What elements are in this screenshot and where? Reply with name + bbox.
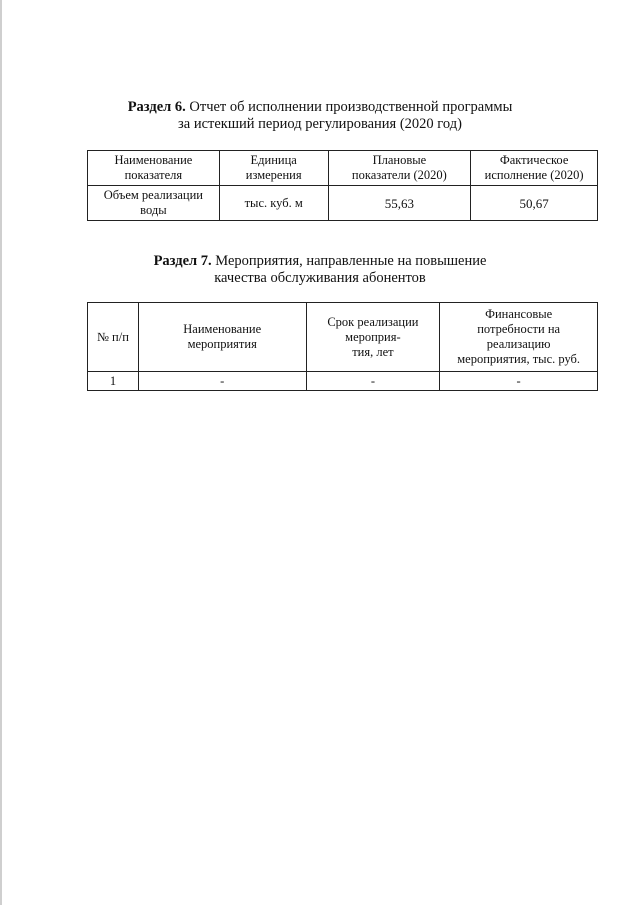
header-text: показателя: [124, 168, 183, 182]
cell-finance: -: [440, 372, 598, 391]
table-row: [88, 372, 598, 391]
header-text: Наименование: [114, 153, 193, 167]
cell-indicator-name: [88, 186, 220, 221]
header-text: потребности на: [477, 322, 561, 336]
section-7-title-rest: Мероприятия, направленные на повышение: [211, 253, 487, 269]
cell-number: 1: [88, 372, 139, 391]
header-cell-indicator-name: [88, 151, 220, 186]
header-cell-unit: [219, 151, 328, 186]
header-text: тия, лет: [352, 344, 394, 359]
header-cell-measure-name: [138, 303, 306, 372]
table-header-row: [88, 151, 598, 186]
header-text: Срок реализации: [327, 314, 419, 329]
section-6-prefix: Раздел 6.: [127, 99, 186, 115]
cell-term: -: [306, 372, 440, 391]
section-6-title: [0, 99, 640, 133]
header-text: измерения: [245, 168, 302, 182]
header-text: Плановые: [372, 153, 427, 167]
header-cell-number: [88, 303, 139, 372]
section-7-title-line1: [0, 253, 640, 270]
header-text: Фактическое: [499, 153, 569, 167]
header-text: мероприятия: [187, 337, 257, 351]
header-text: № п/п: [96, 329, 129, 344]
header-text: Наименование: [183, 322, 262, 336]
section-7-title: [0, 253, 640, 287]
cell-text: воды: [140, 203, 167, 217]
header-text: Финансовые: [485, 307, 553, 321]
measures-table: [87, 302, 598, 391]
header-text: исполнение (2020): [484, 168, 584, 182]
table-row: [88, 186, 598, 221]
section-6-title-line2: за истекший период регулирования (2020 год): [178, 116, 462, 132]
section-6-title-rest: Отчет об исполнении производственной программы: [185, 99, 513, 115]
production-report-table: [87, 150, 598, 221]
scan-edge: [0, 0, 2, 905]
section-7-prefix: Раздел 7.: [153, 253, 212, 269]
cell-unit: тыс. куб. м: [219, 186, 328, 221]
header-text: мероприя-: [345, 329, 401, 344]
cell-actual: 50,67: [471, 186, 598, 221]
header-text: реализацию: [486, 337, 551, 351]
section-7-title-line2: качества обслуживания абонентов: [214, 270, 426, 286]
header-text: Единица: [250, 153, 297, 167]
header-cell-term: [306, 303, 440, 372]
header-text: мероприятия, тыс. руб.: [457, 352, 581, 366]
header-cell-actual: [471, 151, 598, 186]
table-header-row: [88, 303, 598, 372]
header-cell-planned: [328, 151, 471, 186]
cell-planned: 55,63: [328, 186, 471, 221]
section-6-title-line1: [0, 99, 640, 116]
cell-measure-name: -: [138, 372, 306, 391]
cell-text: Объем реализации: [103, 188, 203, 202]
header-text: показатели (2020): [351, 168, 447, 182]
header-cell-finance: [440, 303, 598, 372]
